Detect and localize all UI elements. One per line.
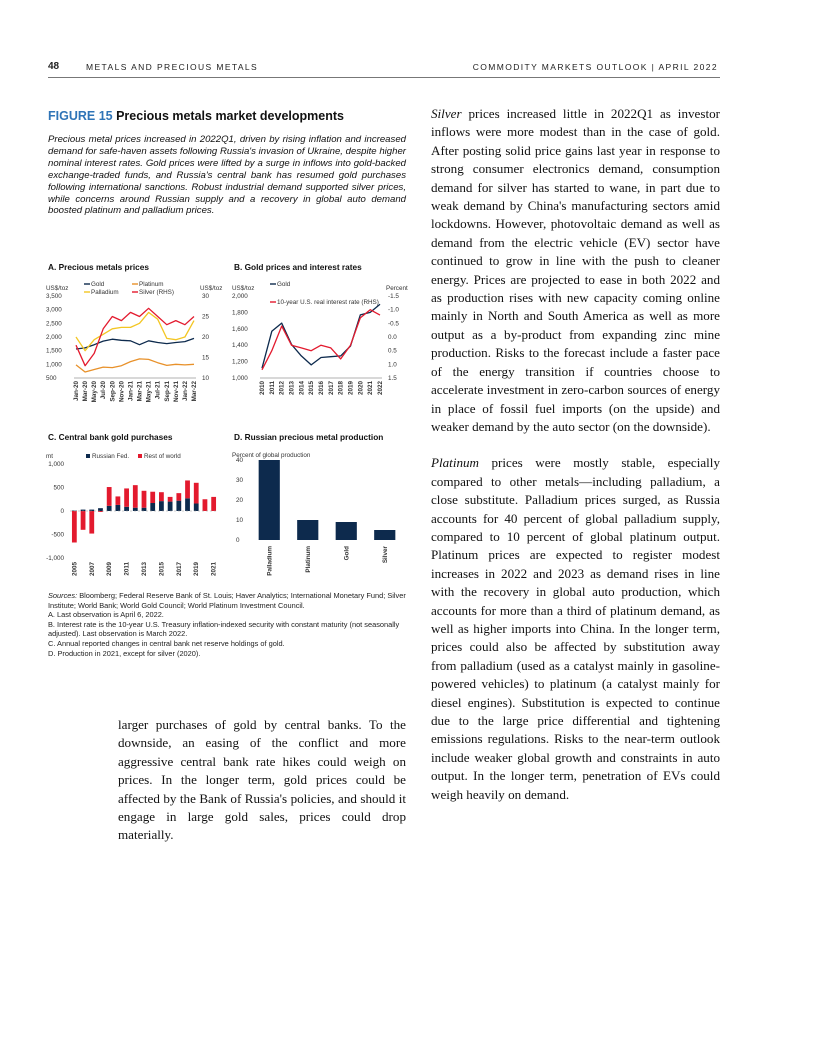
x-tick-label: Gold xyxy=(343,546,351,561)
bar-rest-of-world xyxy=(89,511,94,534)
x-tick-label: 2017 xyxy=(175,562,183,577)
y-axis-unit: Percent of global production xyxy=(232,452,311,459)
bar-gold xyxy=(336,522,357,540)
x-tick-label: 2021 xyxy=(210,562,218,577)
note-d: D. Production in 2021, except for silver (2020). xyxy=(48,648,201,658)
right-axis-unit: US$/toz xyxy=(200,285,223,292)
y-tick-label: 20 xyxy=(236,497,244,504)
panel-a-title: A. Precious metals prices xyxy=(48,262,149,272)
x-tick-label: 2015 xyxy=(158,562,166,577)
bar-rest-of-world xyxy=(72,511,77,542)
figure-sources xyxy=(48,591,410,658)
x-tick-label: Sep-21 xyxy=(163,381,171,402)
right-tick-label: 1.5 xyxy=(388,375,397,382)
x-tick-label: Nov-20 xyxy=(118,381,126,402)
series-line-silver-rhs- xyxy=(76,308,194,365)
y-tick-label: 30 xyxy=(236,477,244,484)
page-number: 48 xyxy=(48,61,60,72)
x-tick-label: Mar-20 xyxy=(82,381,90,402)
left-tick-label: 1,600 xyxy=(232,325,248,333)
sources-text: Bloomberg; Federal Reserve Bank of St. Louis; Haver Analytics; International Monetary Fund; Silver Institute; World Bank; World Gold Council; World Platinum Investment Council. xyxy=(48,591,406,610)
x-tick-label: Jan-20 xyxy=(73,381,80,401)
legend-swatch xyxy=(138,454,142,458)
silver-lead: Silver xyxy=(431,106,462,121)
bar-russian-fed- xyxy=(176,501,181,511)
y-axis-unit: mt xyxy=(46,453,53,460)
x-tick-label: Palladium xyxy=(266,546,274,576)
bar-rest-of-world xyxy=(142,491,147,508)
panel-c-title: C. Central bank gold purchases xyxy=(48,432,173,442)
left-tick-label: 3,000 xyxy=(46,306,62,314)
y-tick-label: 40 xyxy=(236,457,244,464)
x-tick-label: 2010 xyxy=(259,381,266,396)
x-tick-label: 2011 xyxy=(123,562,131,576)
bar-rest-of-world xyxy=(211,497,216,511)
left-tick-label: 500 xyxy=(46,375,57,382)
bar-rest-of-world xyxy=(168,497,173,502)
y-tick-label: 0 xyxy=(60,508,64,515)
figure-description: Precious metal prices increased in 2022Q1, driven by rising inflation and increased demand for safe-haven assets following Russia's invasion of Ukraine, despite higher nominal interest rates. Gold prices were lifted by a surge in inflows into gold-backed exchange-traded funds, and Russia's central bank has resumed gold purchases following international sanctions. Robust industrial demand supported silver prices, while concerns around Russian supply and a recovery in global auto demand boosted platinum and palladium prices. xyxy=(48,134,406,217)
platinum-lead: Platinum xyxy=(431,455,480,471)
y-tick-label: -500 xyxy=(51,531,64,539)
x-tick-label: 2013 xyxy=(141,562,148,577)
left-tick-label: 1,000 xyxy=(232,375,248,382)
x-tick-label: 2015 xyxy=(308,381,316,396)
right-tick-label: 0.5 xyxy=(388,347,397,355)
right-tick-label: -1.5 xyxy=(388,293,399,300)
y-tick-label: 500 xyxy=(53,484,64,492)
x-tick-label: 2018 xyxy=(337,381,345,396)
x-tick-label: Jan-21 xyxy=(127,381,135,401)
right-tick-label: -1.0 xyxy=(388,306,399,314)
section-title: METALS AND PRECIOUS METALS xyxy=(86,62,259,72)
bar-russian-fed- xyxy=(133,508,138,511)
bar-rest-of-world xyxy=(115,496,120,504)
x-tick-label: 2014 xyxy=(298,381,306,396)
bar-russian-fed- xyxy=(168,502,173,511)
left-tick-label: 1,800 xyxy=(232,309,248,317)
sources-label: Sources: xyxy=(48,591,78,600)
x-tick-label: 2016 xyxy=(318,381,325,396)
series-line-10-year-u-s-real-interest-rate-rhs- xyxy=(262,310,380,370)
bar-rest-of-world xyxy=(203,499,208,511)
chart-c-central-bank-gold xyxy=(46,448,226,588)
right-tick-label: -0.5 xyxy=(388,320,399,328)
legend-label: Gold xyxy=(91,281,105,288)
legend-label: Platinum xyxy=(139,281,164,288)
x-tick-label: 2019 xyxy=(347,381,355,396)
left-axis-unit: US$/toz xyxy=(46,285,69,292)
figure-label: FIGURE 15 xyxy=(48,109,113,123)
legend-swatch xyxy=(86,454,90,458)
bar-russian-fed- xyxy=(107,506,112,511)
bar-russian-fed- xyxy=(150,503,155,511)
bar-rest-of-world xyxy=(124,488,129,506)
left-column-paragraph: larger purchases of gold by central banks. To the downside, an easing of the conflict and more aggressive central bank rate hikes could weigh on prices. In the longer term, gold prices could be affected by the Bank of Russia's policies, and should it engage in large gold sales, prices could drop materially. xyxy=(118,717,406,843)
right-tick-label: 25 xyxy=(202,313,210,321)
right-tick-label: 1.0 xyxy=(388,361,397,369)
x-tick-label: Sep-20 xyxy=(109,381,117,402)
y-tick-label: 0 xyxy=(236,537,240,544)
bar-platinum xyxy=(297,520,318,540)
right-axis-unit: Percent xyxy=(386,285,408,292)
left-tick-label: 1,400 xyxy=(232,342,248,350)
panel-b-title: B. Gold prices and interest rates xyxy=(234,262,362,272)
right-tick-label: 0.0 xyxy=(388,334,397,341)
bar-russian-fed- xyxy=(124,507,129,511)
platinum-text: prices were mostly stable, especially compared to other metals—including palladium, a close substitute. Palladium prices surged, as Russia accounts for 40 percent of global palladium supply, compared to 10 percent of global platinum output. Platinum prices are expected to register modest increases in 2022 and 2023 as demand rises in line with the recovery in global auto production, which accounts for more than a third of platinum demand, as well as higher imports into China. In the longer term, prices could also be affected by substitution away from palladium (used as a catalyst mainly in gasoline-powered vehicles) to platinum (a catalyst mainly for diesel engines). Substitution is expected to continue due to the large price differential and tightening emissions regulations. Risks to the near-term outlook include weaker global growth and constraints in auto output. In the longer term, penetration of EVs could weigh heavily on demand. xyxy=(431,455,720,802)
x-tick-label: Jul-21 xyxy=(154,381,162,400)
left-tick-label: 1,000 xyxy=(46,361,62,369)
x-tick-label: 2021 xyxy=(367,381,375,396)
bar-russian-fed- xyxy=(185,498,190,511)
legend-label: Rest of world xyxy=(144,453,181,460)
x-tick-label: 2022 xyxy=(377,381,384,396)
left-tick-label: 1,500 xyxy=(46,347,62,355)
bar-rest-of-world xyxy=(133,485,138,508)
right-tick-label: 10 xyxy=(202,375,210,382)
x-tick-label: Mar-22 xyxy=(191,381,198,402)
x-tick-label: 2013 xyxy=(288,381,296,396)
legend-label: Palladium xyxy=(91,289,119,296)
bar-rest-of-world xyxy=(150,492,155,503)
x-tick-label: Nov-21 xyxy=(172,381,180,402)
bar-rest-of-world xyxy=(185,480,190,498)
header-rule xyxy=(48,77,720,78)
x-tick-label: Mar-21 xyxy=(136,381,144,402)
x-tick-label: May-20 xyxy=(91,381,99,403)
sources-line xyxy=(48,591,410,610)
platinum-paragraph xyxy=(431,454,720,804)
bar-rest-of-world xyxy=(159,492,164,501)
y-tick-label: 1,000 xyxy=(48,461,64,468)
note-b: B. Interest rate is the 10-year U.S. Treasury inflation-indexed security with constant maturity (not seasonally adjusted). Last observation is March 2022. xyxy=(48,619,400,639)
left-tick-label: 2,500 xyxy=(46,320,62,328)
silver-paragraph xyxy=(431,105,720,436)
x-tick-label: 2005 xyxy=(71,562,79,577)
figure-title-text: Precious metals market developments xyxy=(116,109,344,123)
x-tick-label: 2007 xyxy=(88,562,96,577)
bar-rest-of-world xyxy=(176,493,181,501)
note-c: C. Annual reported changes in central bank net reserve holdings of gold. xyxy=(48,638,285,648)
bar-rest-of-world xyxy=(194,483,199,504)
left-tick-label: 2,000 xyxy=(232,293,248,300)
x-tick-label: 2019 xyxy=(193,562,201,577)
x-tick-label: 2020 xyxy=(357,381,365,396)
bar-silver xyxy=(374,530,395,540)
series-line-platinum xyxy=(76,359,194,372)
bar-rest-of-world xyxy=(81,511,86,530)
bar-rest-of-world xyxy=(107,487,112,506)
right-tick-label: 30 xyxy=(202,293,210,300)
x-tick-label: Jul-20 xyxy=(100,381,108,400)
chart-b-gold-interest-rates xyxy=(232,278,412,420)
silver-text: prices increased little in 2022Q1 as investor inflows were more modest than in the case of gold. After posting solid price gains last year in response to strong consumer electronics demand, consumption demand for silver has started to wane, in part due to weak demand by China's manufacturing sectors amid lockdowns. However, photovoltaic demand as well as demand from the electric vehicle (EV) sector have continued to grow in line with the push to cleaner energy. Prices are projected to ease in both 2022 and as production rises with new capacity coming online mainly in North and South America as well as more output as a by-product from expanding zinc mine production. Risks to the forecast include a faster pace of the energy transition if countries choose to accelerate investment in zero-carbon sources of energy in place of fossil fuel imports (on the upside) and weaker demand by the auto sector (on the downside). xyxy=(431,106,720,434)
right-column xyxy=(431,105,720,822)
bar-russian-fed- xyxy=(142,508,147,511)
y-tick-label: -1,000 xyxy=(46,555,64,562)
legend-label: 10-year U.S. real interest rate (RHS) xyxy=(277,299,379,306)
left-axis-unit: US$/toz xyxy=(232,285,255,292)
x-tick-label: May-21 xyxy=(145,381,153,403)
left-tick-label: 2,000 xyxy=(46,334,62,341)
bar-russian-fed- xyxy=(194,503,199,511)
bar-palladium xyxy=(259,460,280,540)
bar-russian-fed- xyxy=(98,508,103,511)
x-tick-label: 2009 xyxy=(106,562,114,577)
x-tick-label: 2017 xyxy=(327,381,335,396)
y-tick-label: 10 xyxy=(236,517,244,524)
panel-d-title: D. Russian precious metal production xyxy=(234,432,384,442)
legend-label: Russian Fed. xyxy=(92,453,130,460)
x-tick-label: Platinum xyxy=(304,546,312,573)
note-a: A. Last observation is April 6, 2022. xyxy=(48,610,164,620)
right-tick-label: 20 xyxy=(202,334,210,341)
bar-russian-fed- xyxy=(115,505,120,511)
chart-a-precious-metals-prices xyxy=(46,278,226,420)
x-tick-label: 2012 xyxy=(278,381,286,396)
left-tick-label: 3,500 xyxy=(46,293,62,300)
x-tick-label: 2011 xyxy=(268,381,276,395)
publication-title: COMMODITY MARKETS OUTLOOK | APRIL 2022 xyxy=(472,62,718,72)
right-tick-label: 15 xyxy=(202,354,210,362)
bar-russian-fed- xyxy=(159,501,164,511)
chart-d-russian-production xyxy=(232,448,412,588)
legend-label: Silver (RHS) xyxy=(139,289,174,296)
figure-title xyxy=(48,109,344,123)
left-tick-label: 1,200 xyxy=(232,358,248,366)
x-tick-label: Silver xyxy=(381,546,389,564)
legend-label: Gold xyxy=(277,281,291,288)
series-line-gold xyxy=(262,304,380,368)
x-tick-label: Jan-22 xyxy=(181,381,189,401)
